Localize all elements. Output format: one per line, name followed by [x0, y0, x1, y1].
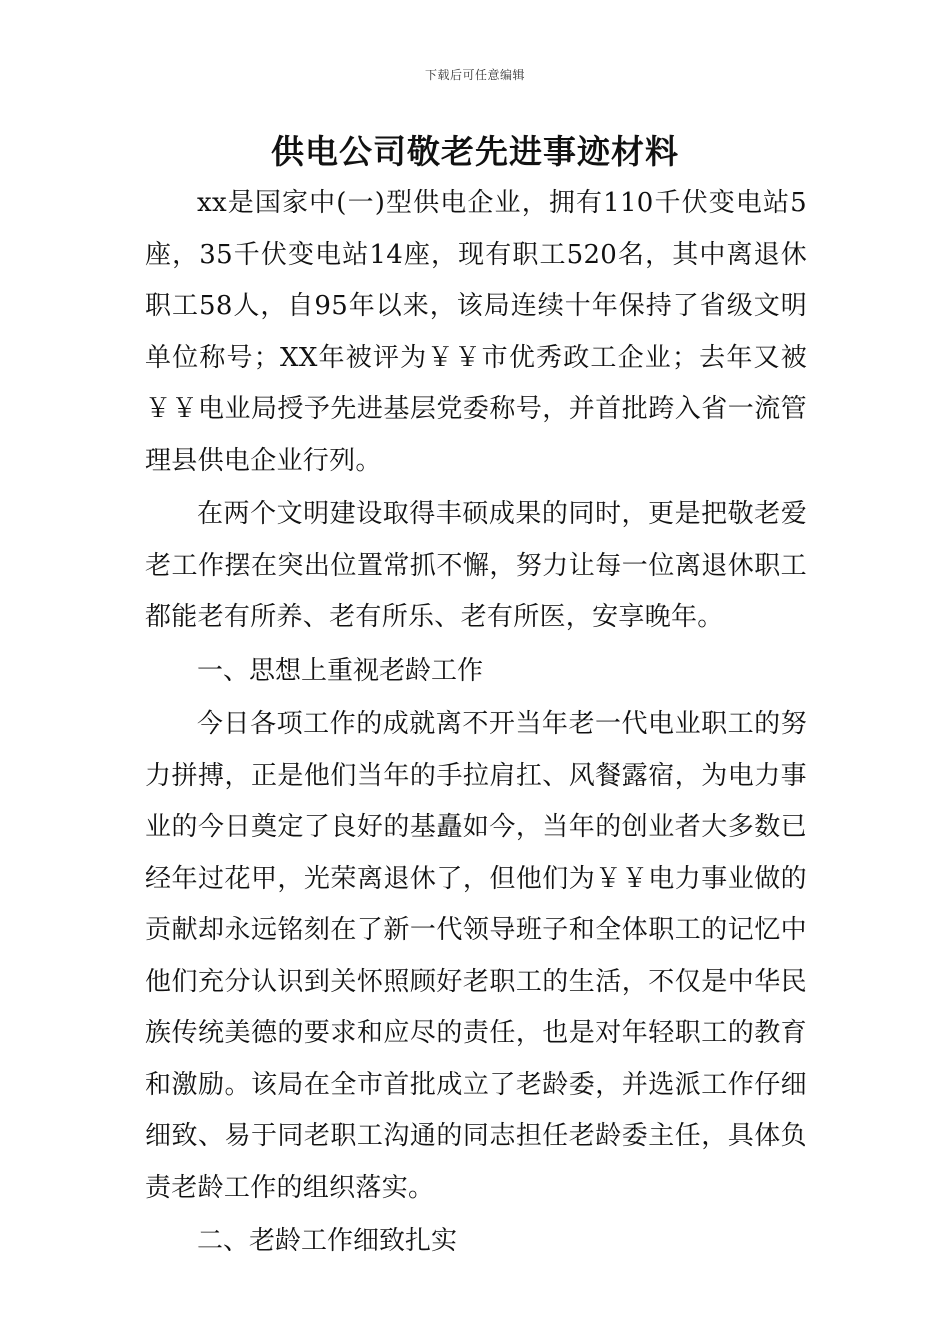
paragraph-intro: xx是国家中(一)型供电企业，拥有110千伏变电站5座，35千伏变电站14座，现有职工520名，其中离退休职工58人，自95年以来，该局连续十年保持了省级文明单位称号；XX年被评为￥￥市优秀政工企业；去年又被￥￥电业局授予先进基层党委称号，并首批跨入省一流管理县供电企业行列。 [145, 188, 807, 476]
header-note: 下载后可任意编辑 [424, 68, 525, 82]
document-body [145, 178, 807, 1270]
paragraph-section-1: 今日各项工作的成就离不开当年老一代电业职工的努力拼搏，正是他们当年的手拉肩扛、风餐露宿，为电力事业的今日奠定了良好的基矗如今，当年的创业者大多数已经年过花甲，光荣离退休了，但他们为￥￥电力事业做的贡献却永远铭刻在了新一代领导班子和全体职工的记忆中他们充分认识到关怀照顾好老职工的生活，不仅是中华民族传统美德的要求和应尽的责任，也是对年轻职工的教育和激励。该局在全市首批成立了老龄委，并选派工作仔细细致、易于同老职工沟通的同志担任老龄委主任，具体负责老龄工作的组织落实。 [145, 709, 807, 1203]
document-title: 供电公司敬老先进事迹材料 [271, 132, 679, 171]
section-heading-1: 一、思想上重视老龄工作 [197, 655, 484, 686]
section-heading-2: 二、老龄工作细致扎实 [197, 1226, 458, 1256]
paragraph-achievements: 在两个文明建设取得丰硕成果的同时，更是把敬老爱老工作摆在突出位置常抓不懈，努力让每一位离退休职工都能老有所养、老有所乐、老有所医，安享晚年。 [145, 499, 807, 632]
